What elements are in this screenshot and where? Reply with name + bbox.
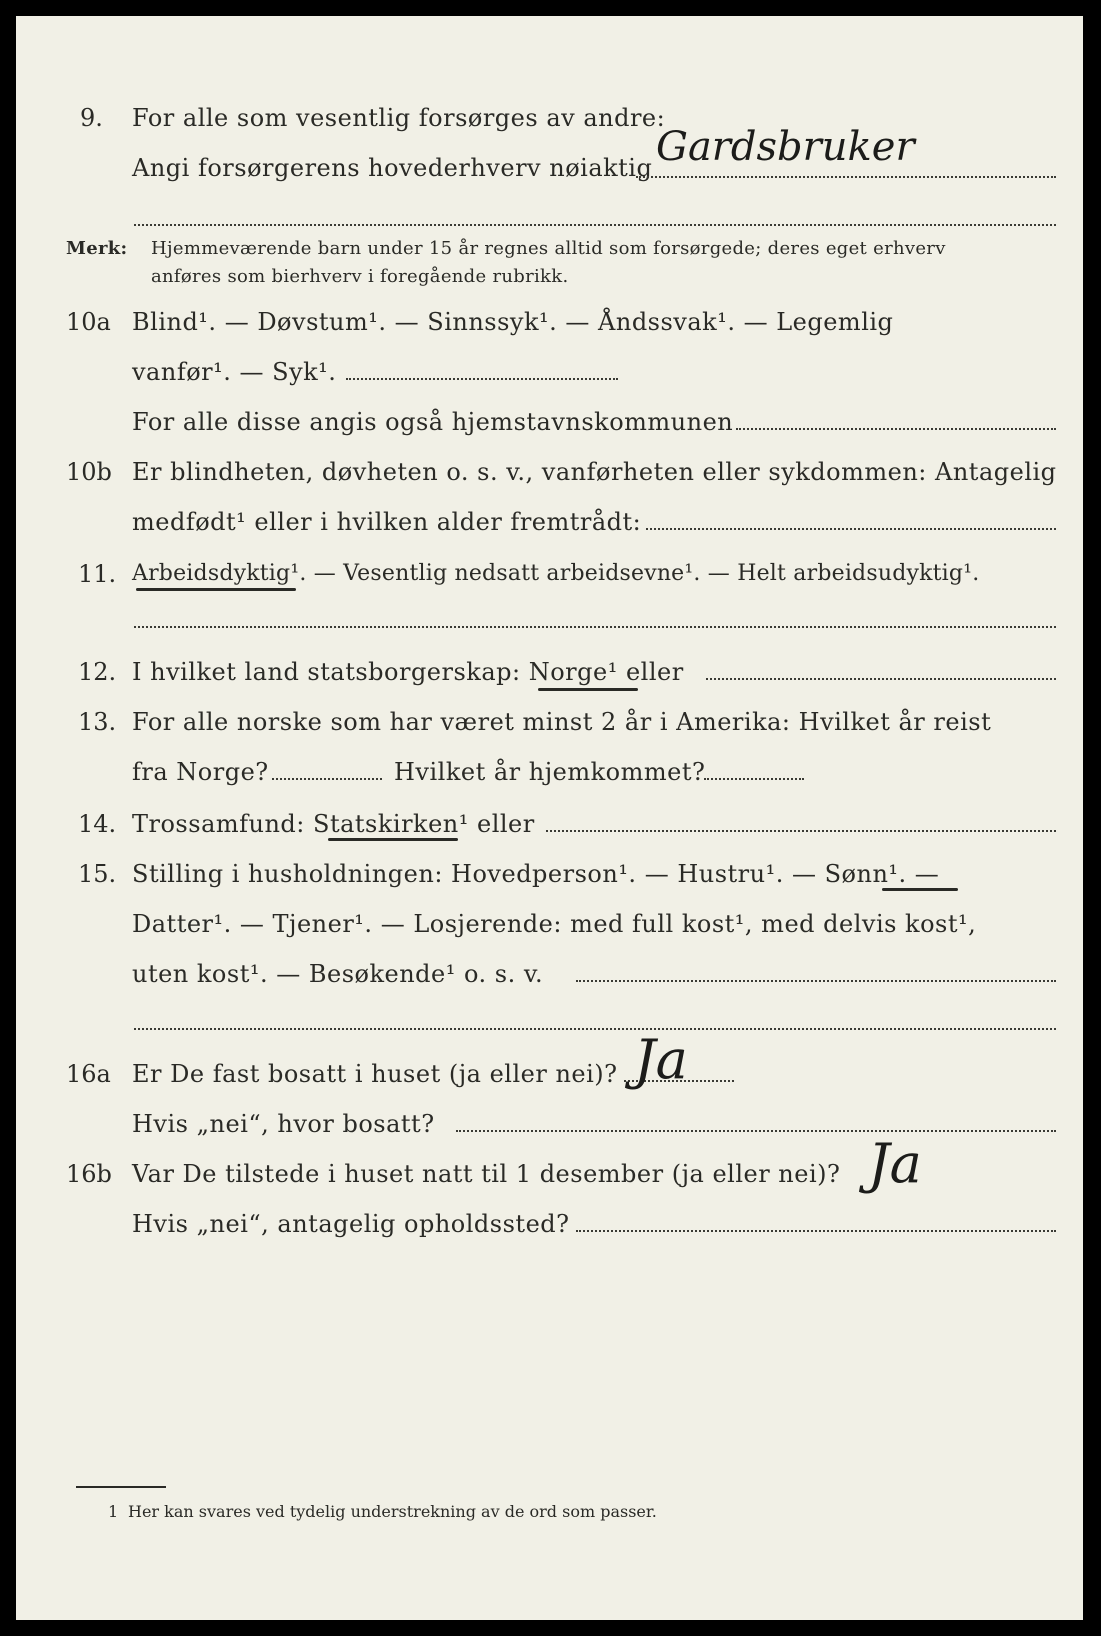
q10b-line1: Er blindheten, døvheten o. s. v., vanførheten eller sykdommen: Antagelig [132,458,1057,486]
q16b-line2: Hvis „nei“, antagelig opholdssted? [132,1210,570,1238]
merk-line1: Hjemmeværende barn under 15 år regnes alltid som forsørgede; deres eget erhverv [151,238,946,259]
q13-line1: For alle norske som har været minst 2 år i Amerika: Hvilket år reist [132,708,992,736]
q15-number: 15. [78,860,117,888]
q16a-number: 16a [66,1060,111,1088]
footnote-rule [76,1486,166,1488]
q13-line2a: fra Norge? [132,758,269,786]
q11-dotted-line [134,626,1056,628]
q14-underline-statskirken [328,838,458,841]
census-form-page [16,16,1083,1620]
q15-extra-dotted-line [134,1028,1056,1030]
q10b-number: 10b [66,458,112,486]
q16a-handwritten-answer: Ja [634,1028,688,1091]
q9-extra-dotted-line [134,224,1056,226]
q15-line1: Stilling i husholdningen: Hovedperson¹. — Hustru¹. — Sønn¹. — [132,860,940,888]
q12-number: 12. [78,658,117,686]
q16a-line1: Er De fast bosatt i huset (ja eller nei)? [132,1060,618,1088]
q12-dotted-line [706,678,1056,680]
q13-line2b: Hvilket år hjemkommet? [394,758,706,786]
q10a-line3: For alle disse angis også hjemstavnskommunen [132,408,734,436]
q9-line2: Angi forsørgerens hovederhverv nøiaktig [132,154,653,182]
q16a-line2: Hvis „nei“, hvor bosatt? [132,1110,435,1138]
footnote-mark: 1 [108,1502,119,1521]
q15-underline-sonn [882,888,958,891]
q15-line3: uten kost¹. — Besøkende¹ o. s. v. [132,960,544,988]
q13-hjemkommet-dotted-line [704,778,804,780]
q11-line1: Arbeidsdyktig¹. — Vesentlig nedsatt arbeidsevne¹. — Helt arbeidsudyktig¹. [132,561,980,586]
q12-line1: I hvilket land statsborgerskap: Norge¹ eller [132,658,684,686]
q13-reist-dotted-line [272,778,382,780]
q9-line1: For alle som vesentlig forsørges av andre: [132,104,666,132]
q10a-hjemstavn-dotted-line [736,428,1056,430]
q16b-number: 16b [66,1160,112,1188]
q16a-bosatt-dotted-line [456,1130,1056,1132]
q16b-line1: Var De tilstede i huset natt til 1 desember (ja eller nei)? [132,1160,841,1188]
q10b-line2: medfødt¹ eller i hvilken alder fremtrådt: [132,508,642,536]
q15-dotted-line [576,980,1056,982]
q16b-dotted-line [576,1230,1056,1232]
q10b-dotted-line [646,528,1056,530]
q9-answer-dotted-line [636,176,1056,178]
merk-label: Merk: [66,238,128,259]
q10a-line1: Blind¹. — Døvstum¹. — Sinnssyk¹. — Åndssvak¹. — Legemlig [132,308,894,336]
q14-line1: Trossamfund: Statskirken¹ eller [132,810,535,838]
q14-dotted-line [546,830,1056,832]
q10a-syk-dotted-line [346,378,618,380]
q16b-handwritten-answer: Ja [868,1132,922,1195]
q15-line2: Datter¹. — Tjener¹. — Losjerende: med full kost¹, med delvis kost¹, [132,910,977,938]
merk-line2: anføres som bierhverv i foregående rubrikk. [151,266,569,287]
q12-underline-norge [538,688,638,691]
q11-underline-arbeidsdyktig [136,588,296,591]
q9-handwritten-answer: Gardsbruker [656,124,915,170]
q10a-number: 10a [66,308,111,336]
footnote-text: Her kan svares ved tydelig understrekning av de ord som passer. [128,1502,657,1521]
q13-number: 13. [78,708,117,736]
q14-number: 14. [78,810,117,838]
q11-number: 11. [78,560,117,588]
q10a-line2: vanfør¹. — Syk¹. [132,358,337,386]
q9-number: 9. [80,104,103,132]
